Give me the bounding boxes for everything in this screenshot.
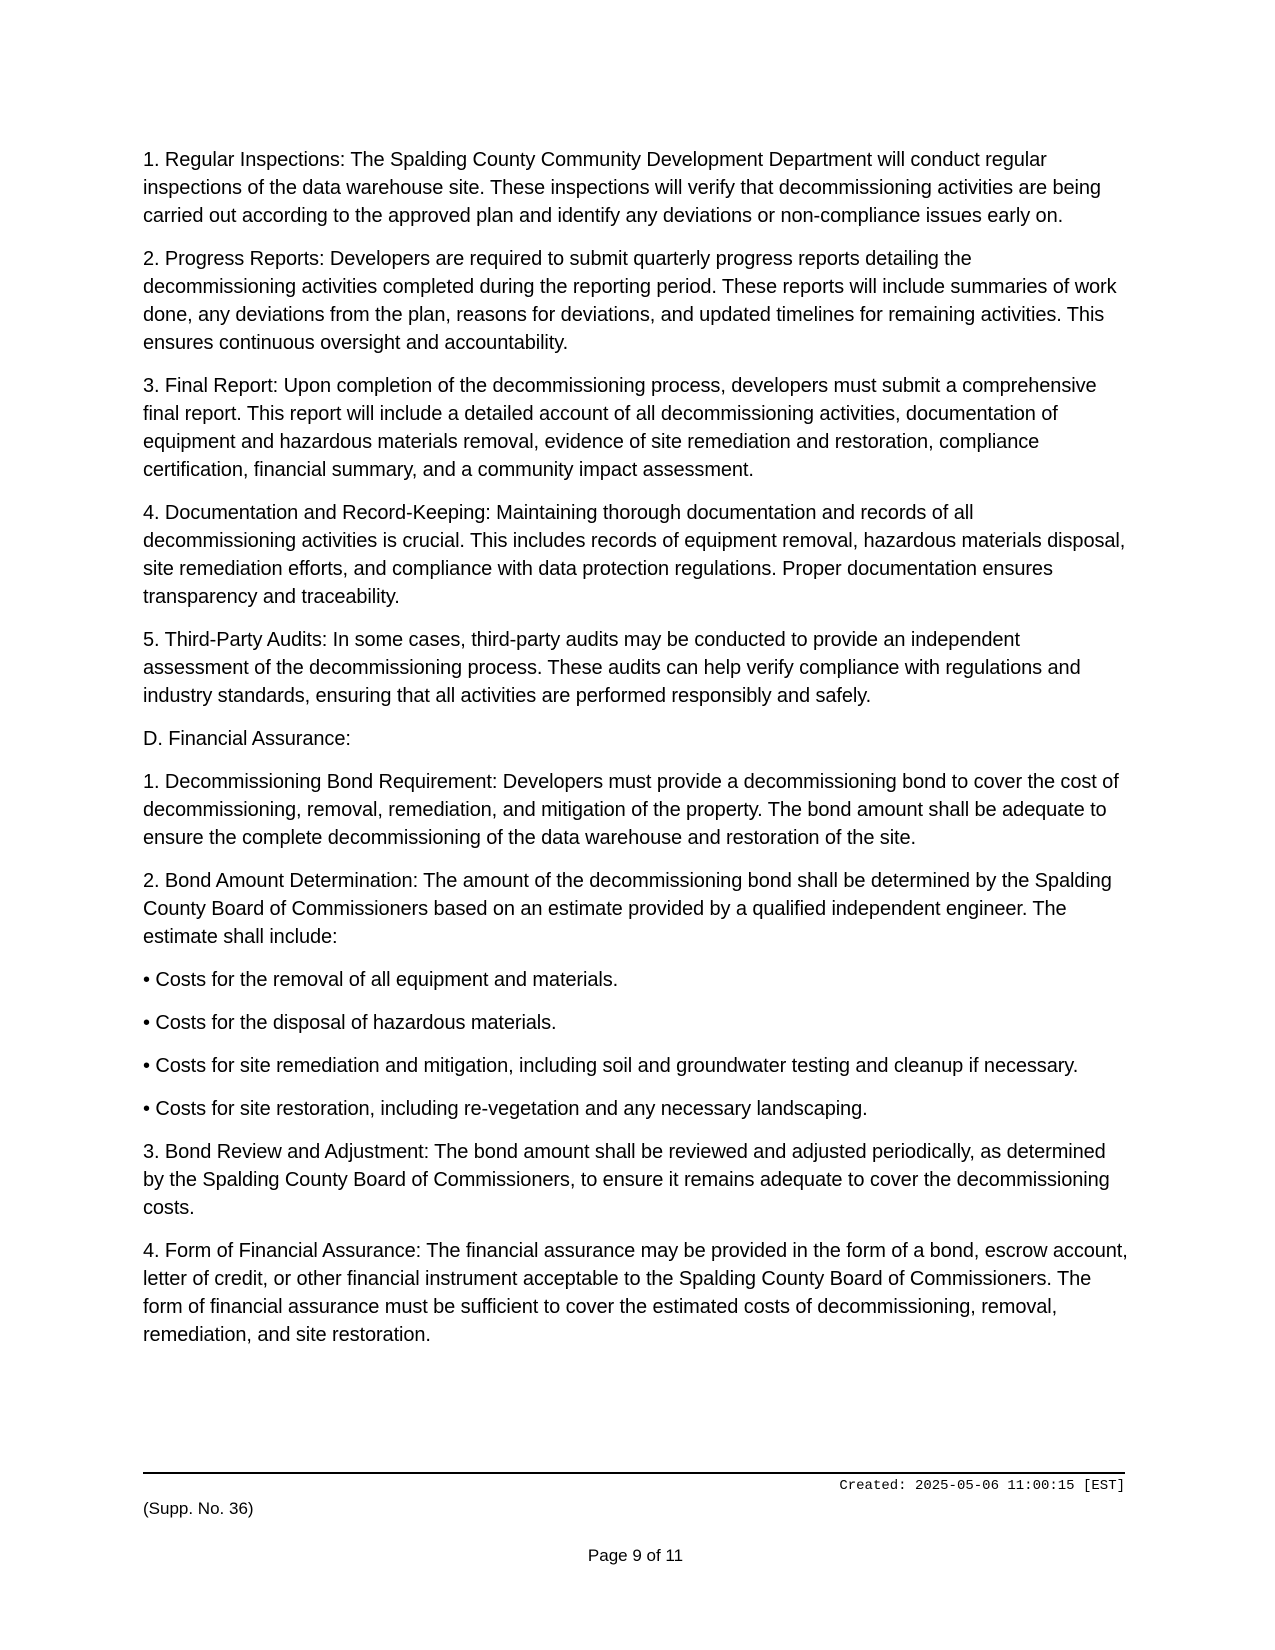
paragraph: 3. Bond Review and Adjustment: The bond amount shall be reviewed and adjusted periodically, as determined by the Spalding County Board of Commissioners, to ensure it remains adequate to cover the decommissioning costs. [143, 1141, 1110, 1219]
created-timestamp: Created: 2025-05-06 11:00:15 [EST] [839, 1478, 1125, 1494]
paragraph: 5. Third-Party Audits: In some cases, third-party audits may be conducted to provide an independent assessment of the decommissioning process. These audits can help verify compliance with regulations and industry standards, ensuring that all activities are performed responsibly and safely. [143, 629, 1081, 707]
paragraph: 3. Final Report: Upon completion of the decommissioning process, developers must submit a comprehensive final report. This report will include a detailed account of all decommissioning activities, documentation of equipment and hazardous materials removal, evidence of site remediation and restoration, compliance certification, financial summary, and a community impact assessment. [143, 375, 1097, 481]
document-body [143, 146, 1128, 1364]
paragraph: 1. Regular Inspections: The Spalding County Community Development Department will conduct regular inspections of the data warehouse site. These inspections will verify that decommissioning activities are being carried out according to the approved plan and identify any deviations or non-compliance issues early on. [143, 149, 1101, 227]
footer-divider [143, 1472, 1125, 1474]
bullet-item: • Costs for site remediation and mitigation, including soil and groundwater testing and cleanup if necessary. [143, 1055, 1079, 1077]
bullet-item: • Costs for the removal of all equipment and materials. [143, 969, 619, 991]
paragraph: 4. Documentation and Record-Keeping: Maintaining thorough documentation and records of all decommissioning activities is crucial. This includes records of equipment removal, hazardous materials disposal, site remediation efforts, and compliance with data protection regulations. Proper documentation ensures transparency and traceability. [143, 502, 1126, 608]
paragraph: 2. Bond Amount Determination: The amount of the decommissioning bond shall be determined by the Spalding County Board of Commissioners based on an estimate provided by a qualified independent engineer. The estimate shall include: [143, 870, 1112, 948]
paragraph: 1. Decommissioning Bond Requirement: Developers must provide a decommissioning bond to cover the cost of decommissioning, removal, remediation, and mitigation of the property. The bond amount shall be adequate to ensure the complete decommissioning of the data warehouse and restoration of the site. [143, 771, 1119, 849]
paragraph: 4. Form of Financial Assurance: The financial assurance may be provided in the form of a bond, escrow account, letter of credit, or other financial instrument acceptable to the Spalding County Board of Commissioners. The form of financial assurance must be sufficient to cover the estimated costs of decommissioning, removal, remediation, and site restoration. [143, 1240, 1128, 1346]
bullet-item: • Costs for the disposal of hazardous materials. [143, 1012, 557, 1034]
page-number: Page 9 of 11 [587, 1546, 684, 1565]
paragraph: 2. Progress Reports: Developers are required to submit quarterly progress reports detailing the decommissioning activities completed during the reporting period. These reports will include summaries of work done, any deviations from the plan, reasons for deviations, and updated timelines for remaining activities. This ensures continuous oversight and accountability. [143, 248, 1117, 354]
supplement-number: (Supp. No. 36) [143, 1499, 254, 1518]
section-heading: D. Financial Assurance: [143, 728, 351, 750]
bullet-item: • Costs for site restoration, including re-vegetation and any necessary landscaping. [143, 1098, 868, 1120]
